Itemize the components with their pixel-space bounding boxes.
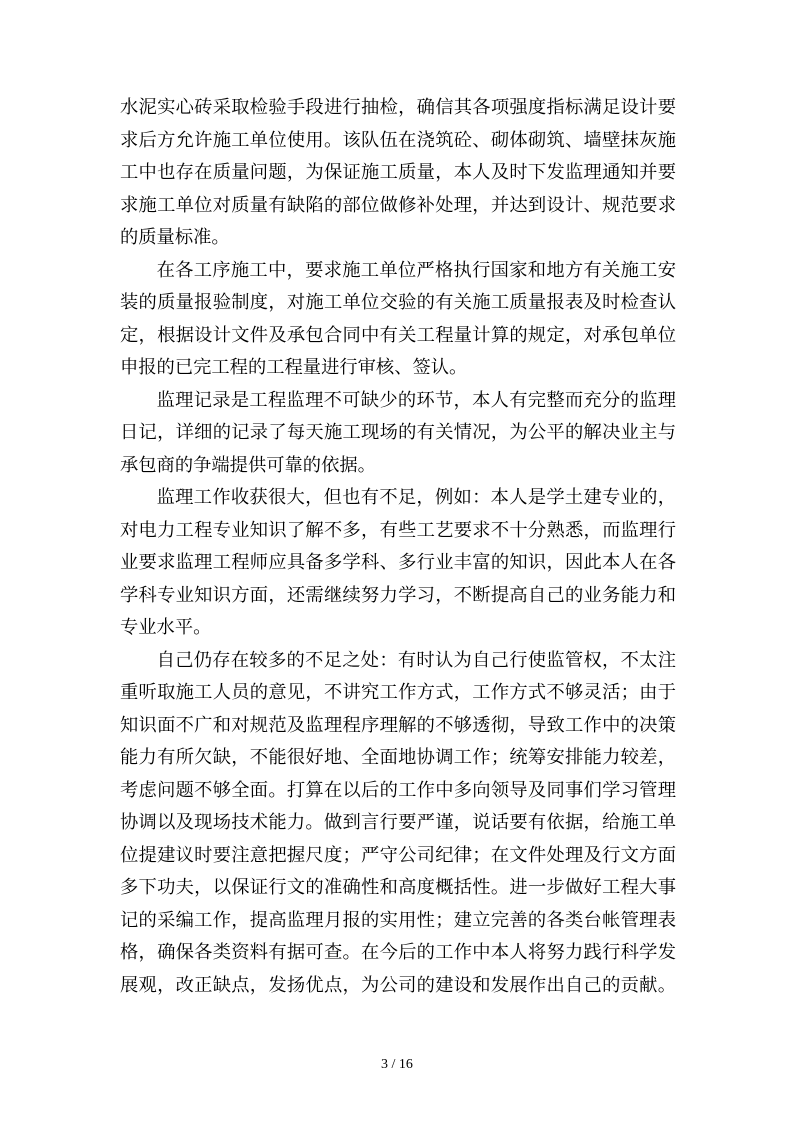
document-body [120, 92, 676, 1002]
page-number: 3 / 16 [381, 1057, 413, 1072]
text-line: 考虑问题不够全面。打算在以后的工作中多向领导及同事们学习管理 [120, 779, 676, 801]
text-line: 重听取施工人员的意见，不讲究工作方式，工作方式不够灵活；由于 [120, 682, 676, 703]
text-line: 格，确保各类资料有据可查。在今后的工作中本人将努力践行科学发 [120, 942, 676, 963]
text-line: 的质量标准。 [120, 227, 230, 248]
text-line: 自己仍存在较多的不足之处：有时认为自己行使监管权，不太注 [156, 649, 676, 671]
text-line: 求后方允许施工单位使用。该队伍在浇筑砼、砌体砌筑、墙壁抹灰施 [120, 129, 676, 151]
text-line: 记的采编工作，提高监理月报的实用性；建立完善的各类台帐管理表 [120, 909, 676, 931]
text-line: 业要求监理工程师应具备多学科、多行业丰富的知识，因此本人在各 [120, 552, 676, 573]
text-line: 能力有所欠缺，不能很好地、全面地协调工作；统筹安排能力较差， [120, 747, 676, 768]
text-line: 专业水平。 [120, 617, 212, 638]
text-line: 日记，详细的记录了每天施工现场的有关情况，为公平的解决业主与 [120, 422, 676, 443]
text-line: 知识面不广和对规范及监理程序理解的不够透彻，导致工作中的决策 [120, 714, 676, 736]
text-line: 在各工序施工中，要求施工单位严格执行国家和地方有关施工安 [156, 259, 676, 281]
text-line: 监理工作收获很大，但也有不足，例如：本人是学土建专业的， [156, 487, 676, 508]
text-line: 承包商的争端提供可靠的依据。 [120, 454, 376, 476]
text-line: 监理记录是工程监理不可缺少的环节，本人有完整而充分的监理 [156, 389, 676, 411]
text-line: 对电力工程专业知识了解不多，有些工艺要求不十分熟悉，而监理行 [120, 519, 676, 541]
text-line: 水泥实心砖采取检验手段进行抽检，确信其各项强度指标满足设计要 [120, 97, 676, 118]
text-line: 展观，改正缺点，发扬优点，为公司的建设和发展作出自己的贡献。 [120, 974, 676, 996]
text-line: 定，根据设计文件及承包合同中有关工程量计算的规定，对承包单位 [120, 324, 676, 346]
text-line: 求施工单位对质量有缺陷的部位做修补处理，并达到设计、规范要求 [120, 194, 676, 216]
text-line: 学科专业知识方面，还需继续努力学习，不断提高自己的业务能力和 [120, 584, 676, 606]
text-line: 工中也存在质量问题，为保证施工质量，本人及时下发监理通知并要 [120, 162, 676, 183]
text-line: 装的质量报验制度，对施工单位交验的有关施工质量报表及时检查认 [120, 292, 676, 313]
text-line: 申报的已完工程的工程量进行审核、签认。 [120, 357, 468, 378]
text-line: 协调以及现场技术能力。做到言行要严谨，说话要有依据，给施工单 [120, 812, 676, 833]
text-line: 多下功夫，以保证行文的准确性和高度概括性。进一步做好工程大事 [120, 877, 676, 898]
text-line: 位提建议时要注意把握尺度；严守公司纪律；在文件处理及行文方面 [120, 844, 676, 866]
